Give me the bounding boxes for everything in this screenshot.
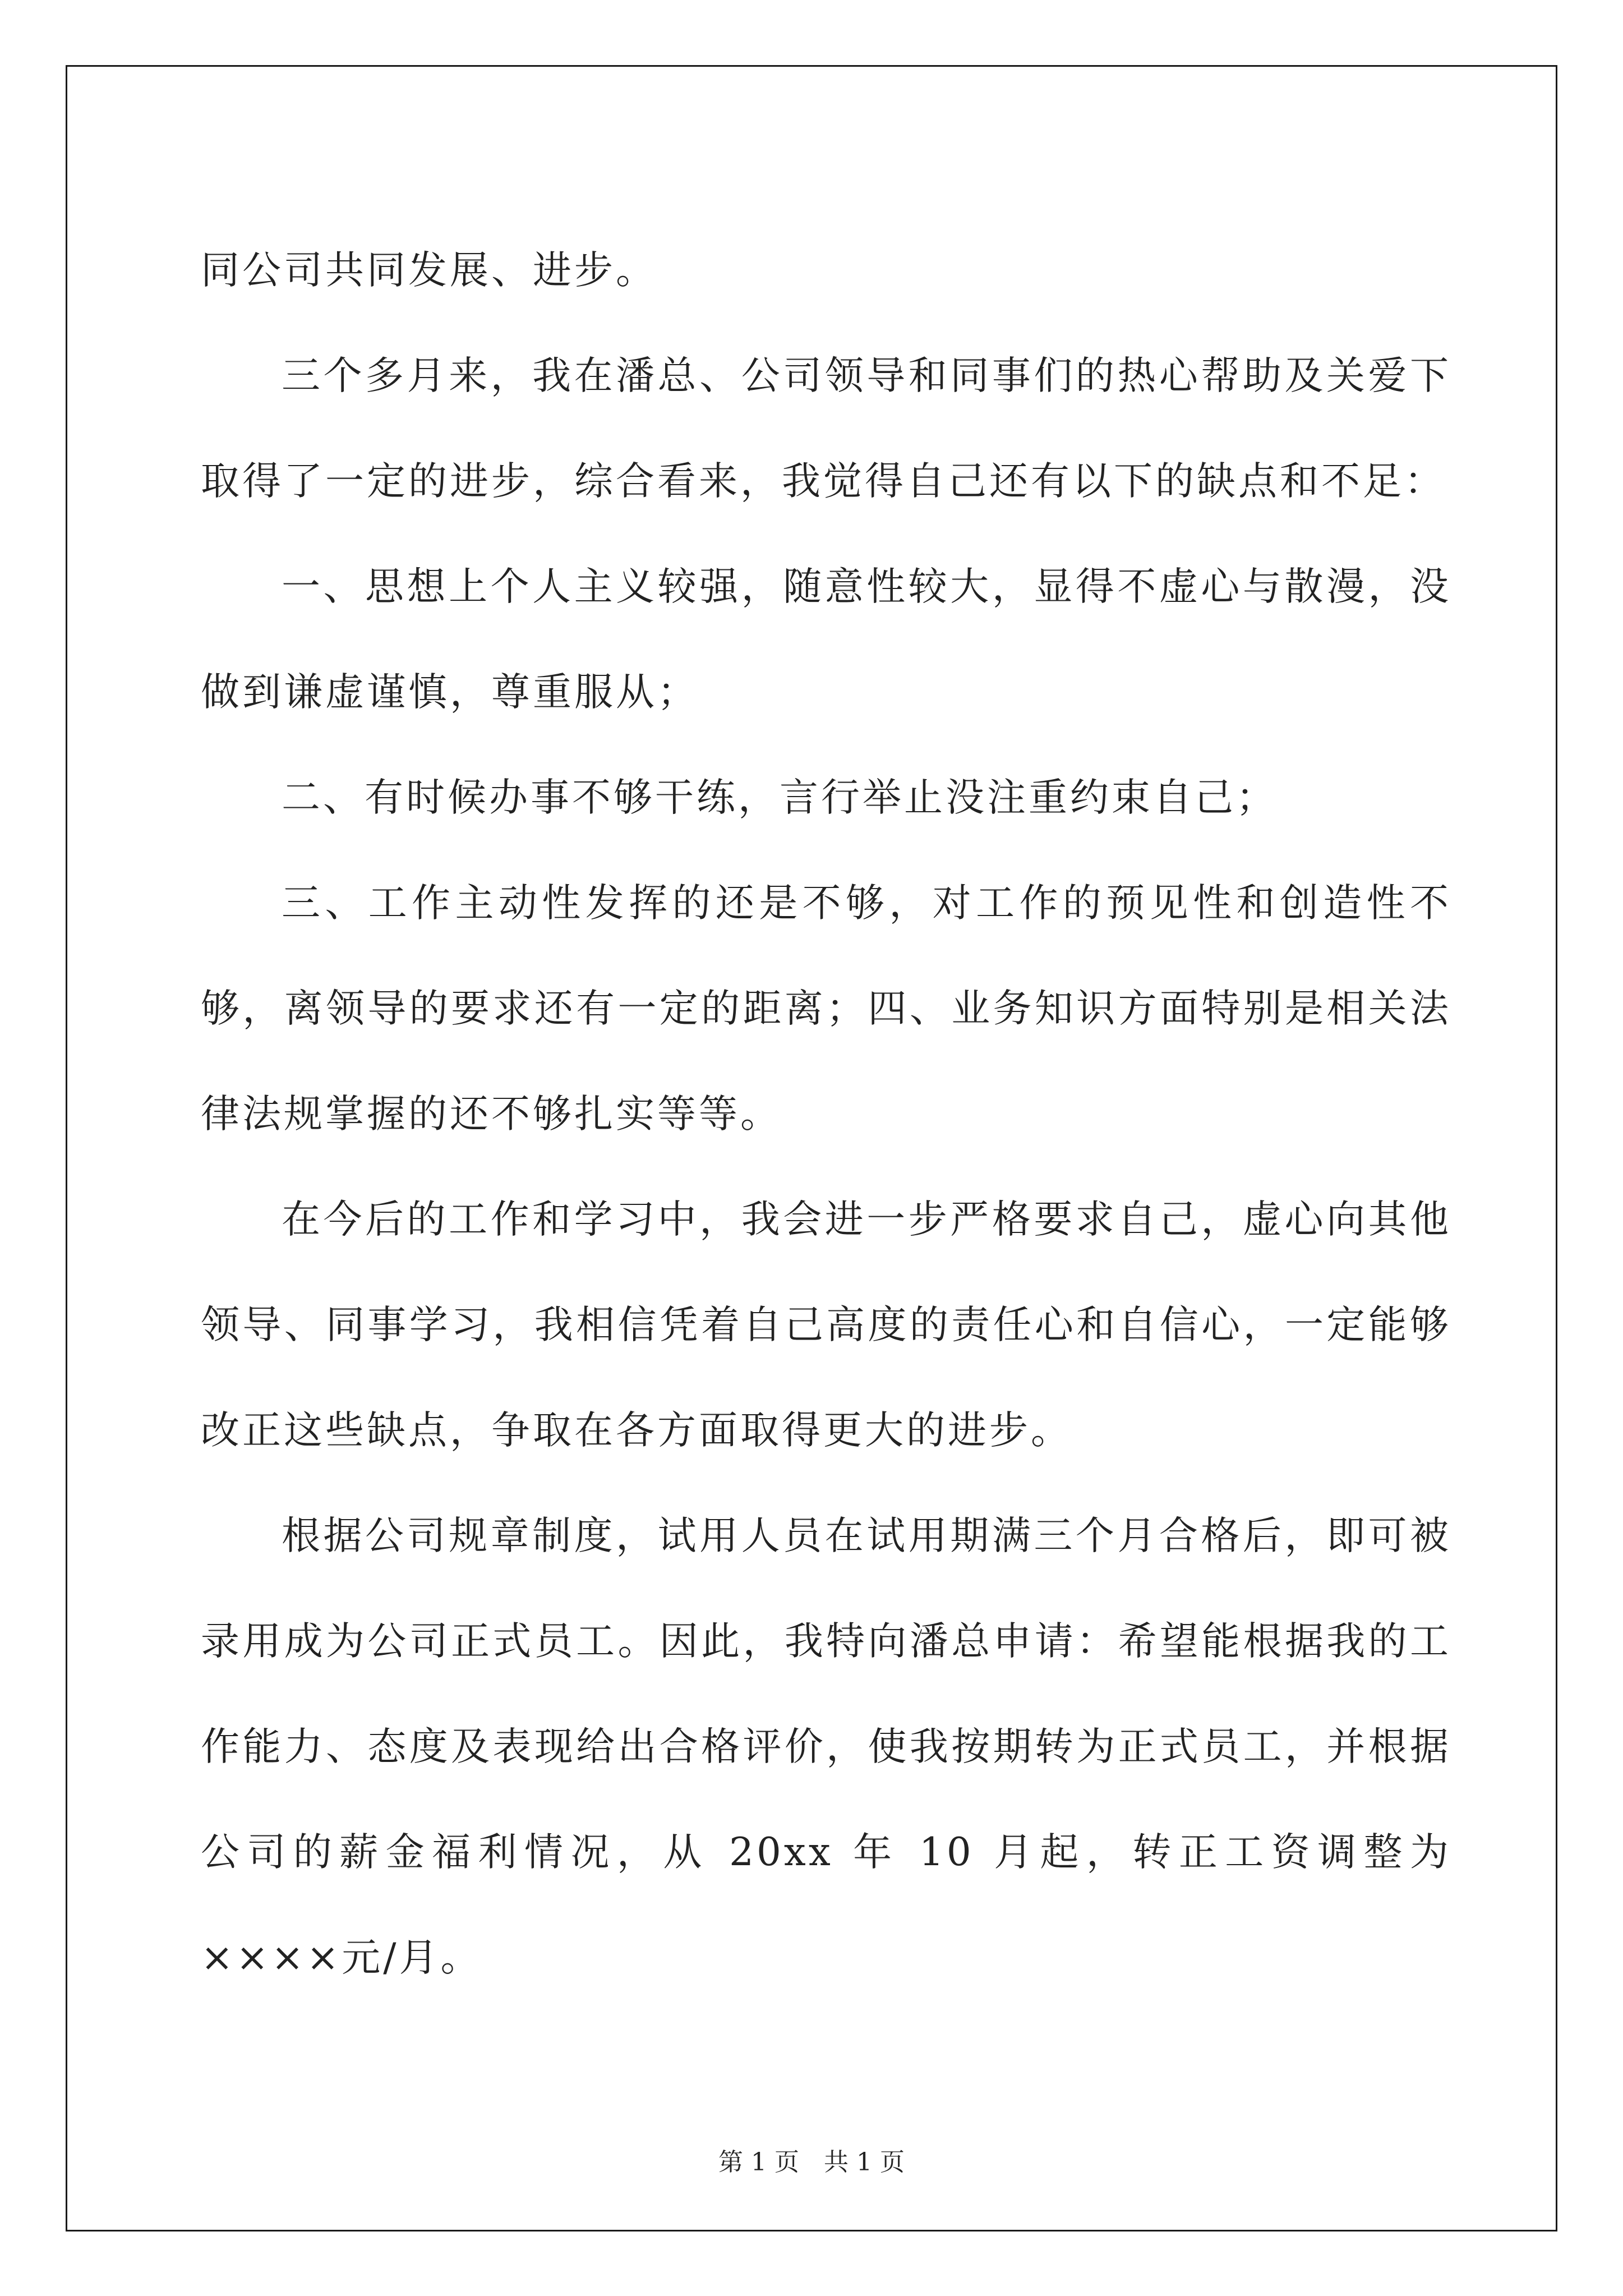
paragraph: 三、工作主动性发挥的还是不够，对工作的预见性和创造性不够，离领导的要求还有一定的距离；四、业务知识方面特别是相关法律法规掌握的还不够扎实等等。 (201, 881, 1451, 1137)
paragraph: 三个多月来，我在潘总、公司领导和同事们的热心帮助及关爱下取得了一定的进步，综合看来，我觉得自己还有以下的缺点和不足： (201, 353, 1451, 504)
paragraph: 根据公司规章制度，试用人员在试用期满三个月合格后，即可被录用成为公司正式员工。因此，我特向潘总申请：希望能根据我的工作能力、态度及表现给出合格评价，使我按期转为正式员工，并根据公司的薪金福利情况，从 20xx 年 10 月起，转正工资调整为××××元/月。 (201, 1513, 1451, 1980)
paragraph: 二、有时候办事不够干练，言行举止没注重约束自己； (282, 775, 1278, 820)
paragraph: 一、思想上个人主义较强，随意性较大，显得不虚心与散漫，没做到谦虚谨慎，尊重服从； (201, 564, 1451, 715)
page-number-footer: 第 1 页 共 1 页 (718, 2148, 905, 2177)
paragraph: 在今后的工作和学习中，我会进一步严格要求自己，虚心向其他领导、同事学习，我相信凭着自己高度的责任心和自信心，一定能够改正这些缺点，争取在各方面取得更大的进步。 (201, 1197, 1451, 1453)
document-body (201, 218, 1451, 2010)
paragraph: 同公司共同发展、进步。 (201, 248, 657, 293)
